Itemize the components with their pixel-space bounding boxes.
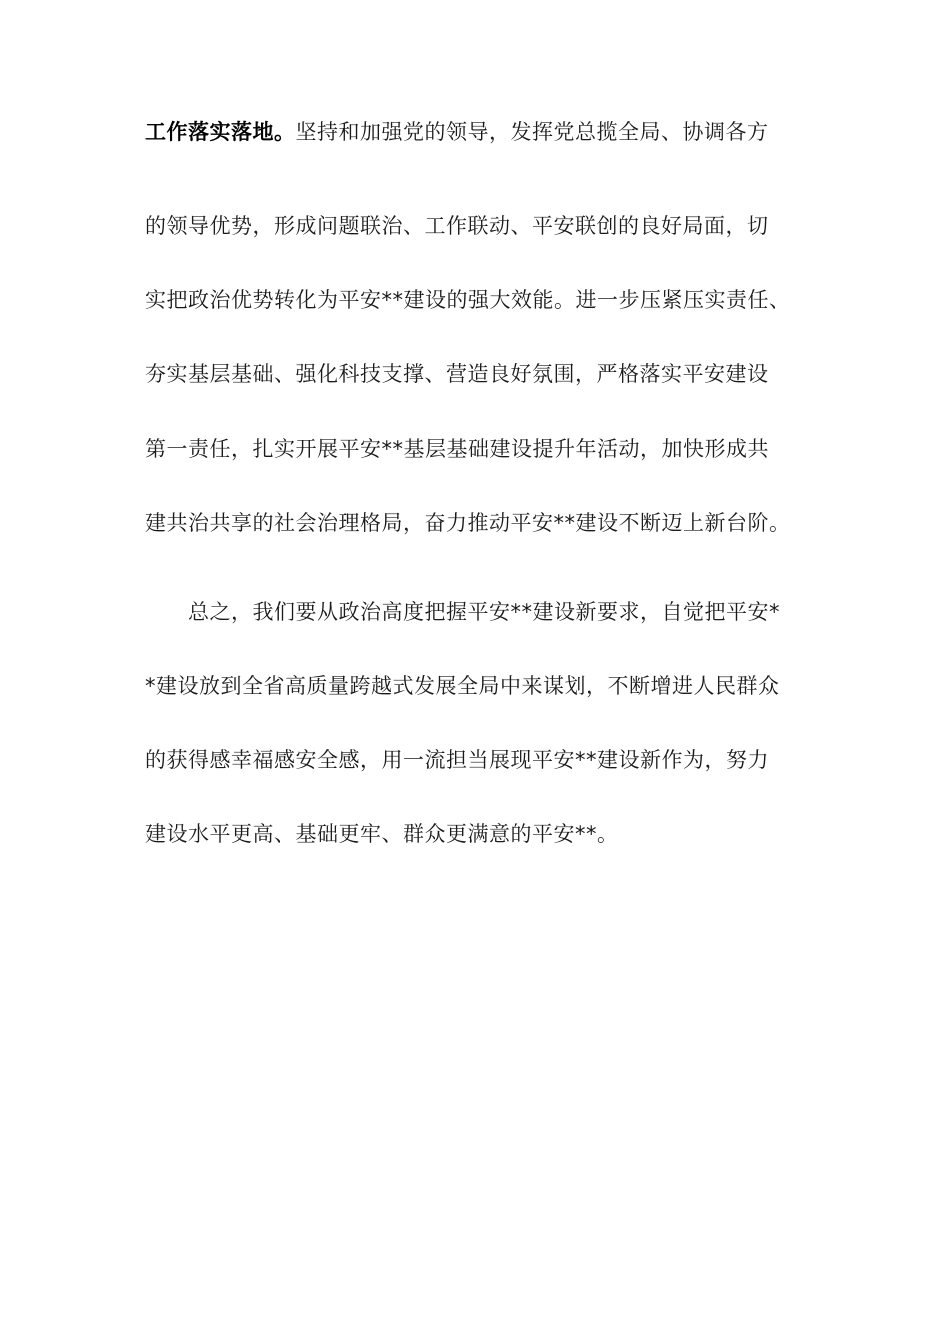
paragraph-1-line-1-text: 坚持和加强党的领导，发挥党总揽全局、协调各方	[295, 120, 769, 144]
paragraph-1-line-1	[145, 116, 805, 148]
bold-lead-phrase: 工作落实落地。	[145, 120, 296, 144]
paragraph-2-line-3: 的获得感幸福感安全感，用一流担当展现平安**建设新作为，努力	[145, 748, 769, 772]
paragraph-2-line-2: *建设放到全省高质量跨越式发展全局中来谋划，不断增进人民群众	[145, 674, 780, 698]
paragraph-1-line-5: 第一责任，扎实开展平安**基层基础建设提升年活动，加快形成共	[145, 437, 769, 461]
paragraph-2-line-1: 总之，我们要从政治高度把握平安**建设新要求，自觉把平安*	[188, 600, 780, 624]
paragraph-2-line-4: 建设水平更高、基础更牢、群众更满意的平安**。	[145, 822, 619, 846]
paragraph-1-line-4: 夯实基层基础、强化科技支撑、营造良好氛围，严格落实平安建设	[145, 362, 769, 386]
paragraph-1-line-6: 建共治共享的社会治理格局，奋力推动平安**建设不断迈上新台阶。	[145, 511, 791, 535]
paragraph-1-line-3: 实把政治优势转化为平安**建设的强大效能。进一步压紧压实责任、	[145, 288, 791, 312]
paragraph-1-line-2: 的领导优势，形成问题联治、工作联动、平安联创的良好局面，切	[145, 214, 769, 238]
